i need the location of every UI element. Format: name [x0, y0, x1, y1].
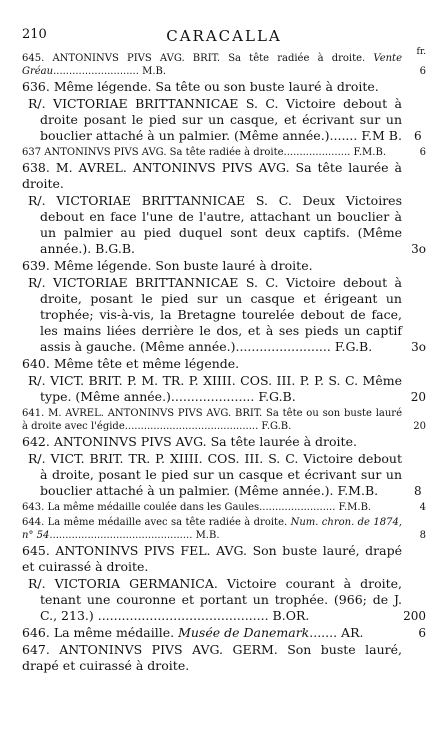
reverse-description [22, 373, 426, 405]
entry-description: R/. VICT. BRIT. P. M. TR. P. XIIII. COS. III. P. P. S. C. Même type. (Même année.)..................... F.G.B. [28, 373, 402, 404]
entry-price: 6 [418, 626, 426, 640]
catalogue-entry [22, 543, 426, 575]
catalogue-entry [22, 434, 426, 450]
entry-description: ANTONINVS PIVS AVG. [44, 147, 167, 158]
catalogue-entry [22, 356, 426, 372]
entry-description: M. AVREL. ANTONINVS PIVS AVG. BRIT. [48, 408, 263, 419]
entry-description: ANTONINVS PIVS FEL. AVG. Son buste lauré, drapé et cuirassé à droite. [22, 543, 402, 574]
entry-description: La même médaille. [53, 625, 179, 640]
entry-number: 643. [22, 502, 48, 513]
entry-description: Même légende. Son buste lauré à droite. [53, 258, 313, 273]
entry-description: ANTONINVS PIVS AVG. BRIT. [52, 53, 221, 64]
entry-text [22, 407, 426, 433]
catalogue-entry [22, 52, 426, 78]
running-title: CARACALLA [166, 27, 282, 45]
reverse-description: R/. VICT. BRIT. TR. P. XIIII. COS. III. S. C. Victoire debout à droite, posant le pied sur un casque et écrivant sur un bouclier attaché à un palmier. (Même année.). F.M.B. 8 [22, 451, 426, 499]
entry-description: R/. VICT. BRIT. TR. P. XIIII. COS. III. S. C. Victoire debout à droite, posant le pied sur un casque et écrivant sur un bouclier attaché à un palmier. (Même année.). F.M.B. [28, 451, 402, 498]
entry-number: 644. [22, 517, 48, 528]
entry-text [22, 79, 426, 95]
entry-text [28, 373, 426, 405]
entry-text [22, 543, 426, 575]
entry-text [22, 516, 426, 542]
entry-price: 200 [403, 609, 426, 623]
entry-text [28, 96, 426, 144]
entry-text [22, 160, 426, 192]
entry-source: Num. chron. de 1874, n° 54 [22, 517, 402, 541]
running-header [22, 27, 426, 57]
entry-price: 8 [419, 530, 426, 541]
catalogue-entry [22, 625, 426, 641]
entry-number: 645. [22, 53, 53, 64]
entry-number: 640. [22, 356, 54, 371]
entry-description: La même médaille coulée dans les Gaules [47, 502, 260, 513]
entry-price: 3o [411, 340, 426, 354]
entry-description: ANTONINVS PIVS AVG. Sa tête laurée à droite. [53, 434, 357, 449]
entry-description-rest: Sa tête radiée à droite. [220, 53, 374, 64]
entry-number: 638. [22, 160, 56, 175]
catalogue-entry [22, 516, 426, 542]
entry-number: 645. [22, 543, 56, 558]
price-column-unit: fr. [416, 47, 426, 57]
entry-price: 6 [419, 147, 426, 158]
entry-grade: ............................................. M.B. [49, 530, 220, 541]
entry-description-rest: Sa tête radiée à droite..................... F.M.B. [166, 147, 386, 158]
entry-number: 636. [22, 79, 54, 94]
entry-number: 637 [22, 147, 45, 158]
entry-source: Vente Gréau [22, 53, 402, 77]
entry-number: 642. [22, 434, 54, 449]
entry-description: ANTONINVS PIVS AVG. GERM. Son buste lauré, drapé et cuirassé à droite. [22, 642, 402, 673]
catalogue-entries [22, 50, 426, 674]
entry-grade: ....... AR. [309, 625, 364, 640]
entry-number: 641. [22, 408, 49, 419]
entry-description-rest: ........................ F.M.B. [259, 502, 372, 513]
reverse-description [22, 193, 426, 257]
entry-text [22, 642, 426, 674]
entry-description: Même légende. Sa tête ou son buste lauré à droite. [53, 79, 379, 94]
entry-description: R/. VICTORIAE BRITTANNICAE S. C. Victoire debout à droite, posant le pied sur un casque et érigeant un trophée; vis-à-vis, la Bretagne tourelée debout de face, les mains liées derrière le dos, et à ses pieds un captif assis à gauche. (Même année.)........................ F.G.B. [28, 275, 402, 354]
entry-source: Musée de Danemark [178, 625, 310, 640]
entry-text [28, 275, 426, 355]
entry-description-rest: Sa tête ou son buste lauré à droite avec l'égide.......................................... F.G.B. [22, 408, 402, 432]
catalogue-entry [22, 146, 426, 159]
entry-number: 646. [22, 625, 54, 640]
entry-text [28, 576, 426, 624]
entry-price: 6 [419, 66, 426, 77]
entry-description: R/. VICTORIAE BRITTANNICAE S. C. Victoire debout à droite posant le pied sur un casque, et écrivant sur un bouclier attaché à un palmier. (Même année.)....... F.M B. [28, 96, 402, 143]
entry-text [28, 193, 426, 257]
catalogue-entry [22, 407, 426, 433]
entry-text [22, 434, 426, 450]
catalogue-entry [22, 642, 426, 674]
entry-description: R/. VICTORIA GERMANICA. Victoire courant à droite, tenant une couronne et portant un trophée. (966; de J. C., 213.) ........................................... B.OR. [28, 576, 402, 623]
entry-description: La même médaille avec sa tête radiée à droite. [47, 517, 288, 528]
reverse-description [22, 275, 426, 355]
catalogue-entry [22, 79, 426, 95]
entry-text [22, 258, 426, 274]
entry-text [28, 451, 426, 499]
entry-description: R/. VICTORIAE BRITTANNICAE S. C. Deux Victoires debout en face l'une de l'autre, attachant un bouclier à un palmier au pied duquel sont deux captifs. (Même année.). B.G.B. [28, 193, 402, 256]
entry-price: 4 [419, 502, 426, 513]
reverse-description [22, 576, 426, 624]
entry-text [22, 501, 426, 514]
entry-text [22, 625, 426, 641]
entry-text [22, 146, 426, 159]
entry-description: Même tête et même légende. [53, 356, 240, 371]
reverse-description: R/. VICTORIAE BRITTANNICAE S. C. Victoire debout à droite posant le pied sur un casque, et écrivant sur un bouclier attaché à un palmier. (Même année.)....... F.M B. 6 [22, 96, 426, 144]
entry-description: M. AVREL. ANTONINVS PIVS AVG. Sa tête laurée à droite. [22, 160, 403, 191]
catalogue-entry [22, 160, 426, 192]
entry-price: 3o [411, 242, 426, 256]
entry-price: 20 [413, 421, 426, 432]
entry-number: 639. [22, 258, 54, 273]
entry-text [22, 52, 426, 78]
entry-number: 647. [22, 642, 60, 657]
page-number: 210 [22, 27, 47, 42]
entry-grade: ........................... M.B. [53, 66, 167, 77]
catalogue-entry [22, 258, 426, 274]
catalogue-entry [22, 501, 426, 514]
entry-price: 20 [410, 390, 426, 404]
entry-text [22, 356, 426, 372]
